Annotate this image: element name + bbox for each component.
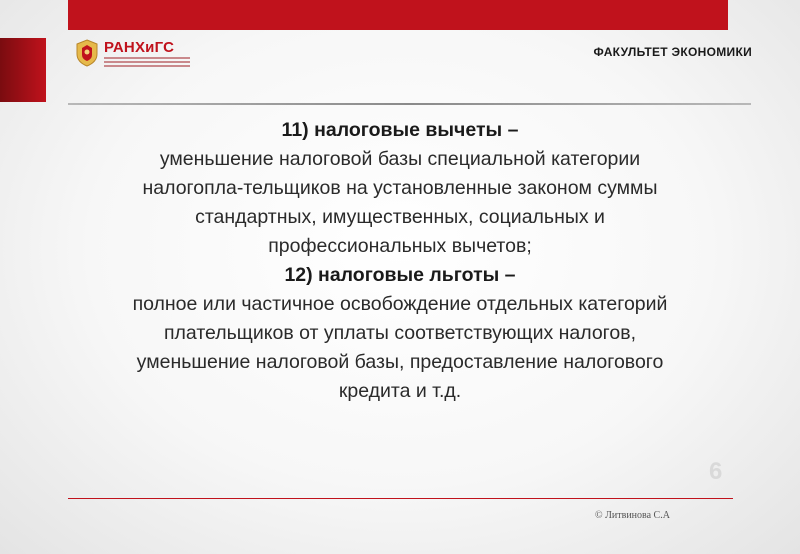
side-accent-block xyxy=(0,38,46,102)
item-11-line: стандартных, имущественных, социальных и xyxy=(195,206,605,228)
item-11-line: профессиональных вычетов; xyxy=(268,235,532,257)
ranepa-logo xyxy=(74,38,194,70)
page-number: 6 xyxy=(709,458,723,485)
item-12-line: кредита и т.д. xyxy=(338,380,462,402)
item-11-line: уменьшение налоговой базы специальной категории xyxy=(159,148,641,170)
item-11-line: налогопла-тельщиков на установленные законом суммы xyxy=(142,177,658,199)
top-red-bar xyxy=(68,0,728,30)
logo-subtitle-lines xyxy=(104,57,190,69)
item-11-heading: 11) налоговые вычеты – xyxy=(281,119,519,141)
item-12-line: уменьшение налоговой базы, предоставление налогового xyxy=(136,351,664,373)
slide-body xyxy=(40,116,760,406)
item-12-line: полное или частичное освобождение отдельных категорий xyxy=(132,293,668,315)
copyright-text: © Литвинова С.А xyxy=(595,510,670,521)
footer-divider xyxy=(68,498,733,499)
emblem-icon xyxy=(74,38,100,68)
item-12-line: плательщиков от уплаты соответствующих налогов, xyxy=(163,322,636,344)
faculty-title: ФАКУЛЬТЕТ ЭКОНОМИКИ xyxy=(593,45,752,59)
header-divider xyxy=(68,103,751,105)
logo-name: РАНХиГС xyxy=(104,39,175,56)
item-12-heading: 12) налоговые льготы – xyxy=(284,264,516,286)
